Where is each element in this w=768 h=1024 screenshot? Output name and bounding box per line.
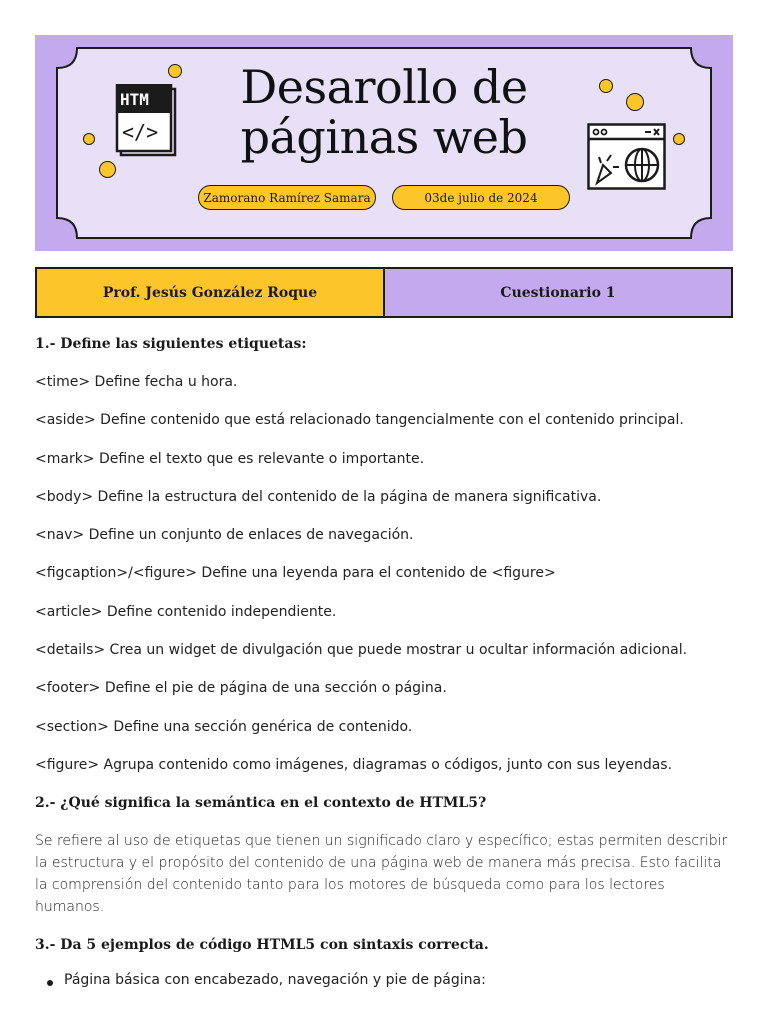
tag-definition: <figure> Agrupa contenido como imágenes, diagramas o códigos, junto con sus leyendas.: [35, 756, 673, 773]
html-icon-label: HTM: [120, 90, 149, 109]
example-list-item: Página básica con encabezado, navegación y pie de página:: [35, 972, 735, 988]
page-title-line1: Desarollo de: [240, 60, 528, 114]
question-2-answer: Se refiere al uso de etiquetas que tienen un significado claro y específico; estas permiten describir la estructura y el propósito del contenido de una página web de manera más precisa. Esto facilita la comprensión del contenido tanto para los motores de búsqueda como para los lectores humanos.: [35, 833, 728, 916]
date-badge: 03de julio de 2024: [392, 185, 570, 210]
page-title-line2: páginas web: [240, 110, 528, 164]
info-bar: [35, 267, 733, 318]
tag-definition: <nav> Define un conjunto de enlaces de navegación.: [35, 527, 414, 544]
document-body: [35, 333, 735, 988]
question-2-heading: 2.- ¿Qué significa la semántica en el contexto de HTML5?: [35, 795, 487, 812]
tag-definition: <figcaption>/<figure> Define una leyenda para el contenido de <figure>: [35, 565, 556, 582]
decor-dot: [99, 161, 116, 178]
tag-definition: <details> Crea un widget de divulgación que puede mostrar u ocultar información adicional.: [35, 642, 688, 659]
tag-definition: <aside> Define contenido que está relacionado tangencialmente con el contenido principal.: [35, 412, 684, 429]
quiz-label: Cuestionario 1: [385, 269, 731, 316]
tag-definition: <article> Define contenido independiente.: [35, 603, 337, 620]
code-glyph: </>: [122, 120, 159, 144]
tag-definition: <section> Define una sección genérica de contenido.: [35, 718, 413, 735]
author-badge: Zamorano Ramírez Samara: [198, 185, 376, 210]
tag-definition: <mark> Define el texto que es relevante o importante.: [35, 450, 425, 467]
question-3-heading: 3.- Da 5 ejemplos de código HTML5 con sintaxis correcta.: [35, 937, 489, 954]
tag-definition: <body> Define la estructura del contenido de la página de manera significativa.: [35, 488, 602, 505]
tag-definition: <time> Define fecha u hora.: [35, 374, 238, 390]
question-1-heading: 1.- Define las siguientes etiquetas:: [35, 336, 307, 352]
professor-name: Prof. Jesús González Roque: [37, 269, 385, 316]
tag-definitions-list: [35, 371, 735, 792]
tag-definition: <footer> Define el pie de página de una sección o página.: [35, 680, 447, 697]
